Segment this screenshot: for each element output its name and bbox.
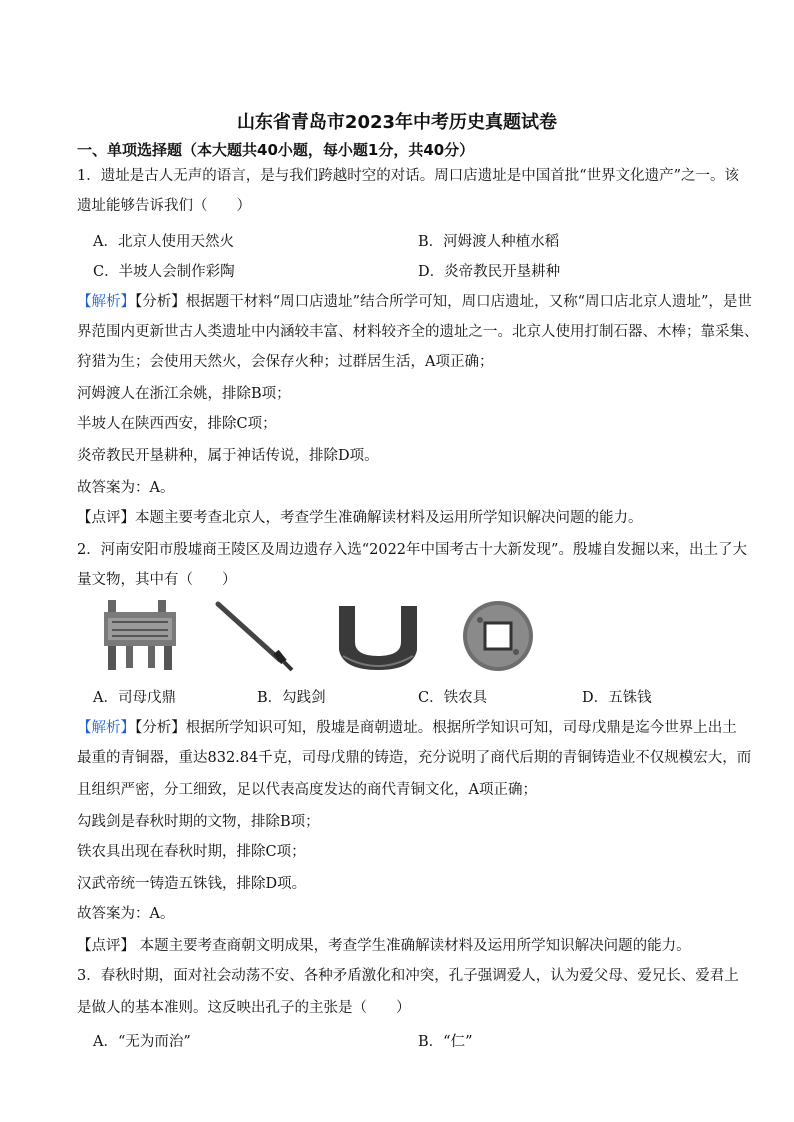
q3-stem-line1: 3．春秋时期，面对社会动荡不安、各种矛盾激化和冲突，孔子强调爱人，认为爱父母、爱兄长、爱君上 <box>77 968 739 984</box>
q1-option-d: D．炎帝教民开垦耕种 <box>418 264 561 280</box>
q2-stem-line1: 2．河南安阳市殷墟商王陵区及周边遗存入选“2022年中国考古十大新发现”。殷墟自发掘以来，出土了大 <box>77 542 747 558</box>
q1-jiexi-label: 【解析】 <box>77 294 135 310</box>
coin-image <box>460 598 536 674</box>
q1-analysis-line1 <box>77 292 752 312</box>
q2-analysis-text1: 【分析】根据所学知识可知，殷墟是商朝遗址。根据所学知识可知，司母戊鼎是迄今世界上出土 <box>135 720 737 736</box>
section-heading: 一、单项选择题（本大题共40小题，每小题1分，共40分） <box>77 141 475 159</box>
q2-option-d: D．五铢钱 <box>582 690 652 706</box>
q2-comment: 【点评】 本题主要考查商朝文明成果，考查学生准确解读材料及运用所学知识解决问题的能力。 <box>77 938 691 954</box>
q2-option-a: A．司母戊鼎 <box>93 690 176 706</box>
q2-analysis-line4: 勾践剑是春秋时期的文物，排除B项； <box>77 814 320 830</box>
q2-answer: 故答案为：A。 <box>77 906 175 922</box>
q1-analysis-line3: 狩猎为生；会使用天然火，会保存火种；过群居生活，A项正确； <box>77 354 494 370</box>
q1-analysis-line6: 炎帝教民开垦耕种，属于神话传说，排除D项。 <box>77 448 379 464</box>
q2-option-c: C．铁农具 <box>418 690 488 706</box>
q2-analysis-line3: 且组织严密，分工细致，足以代表高度发达的商代青铜文化，A项正确； <box>77 782 537 798</box>
q3-stem-line2: 是做人的基本准则。这反映出孔子的主张是（ ） <box>77 1000 411 1016</box>
q3-option-a: A．“无为而治” <box>93 1034 191 1050</box>
page-title: 山东省青岛市2023年中考历史真题试卷 <box>236 112 558 133</box>
q1-option-b: B．河姆渡人种植水稻 <box>418 234 560 250</box>
q2-jiexi-label: 【解析】 <box>77 720 135 736</box>
q2-analysis-line5: 铁农具出现在春秋时期，排除C项； <box>77 844 306 860</box>
sword-image <box>210 600 296 672</box>
ding-image <box>100 600 180 672</box>
q1-stem-line1: 1．遗址是古人无声的语言，是与我们跨越时空的对话。周口店遗址是中国首批“世界文化遗产”之一。该 <box>77 168 740 184</box>
q2-analysis-line2: 最重的青铜器，重达832.84千克，司母戊鼎的铸造，充分说明了商代后期的青铜铸造业不仅规模宏大，而 <box>77 750 752 766</box>
q2-images-row <box>0 596 794 676</box>
q2-analysis-line6: 汉武帝统一铸造五铢钱，排除D项。 <box>77 876 307 892</box>
iron-tool-image <box>333 602 423 672</box>
q1-comment: 【点评】本题主要考查北京人，考查学生准确解读材料及运用所学知识解决问题的能力。 <box>77 510 643 526</box>
q1-analysis-line2: 界范围内更新世古人类遗址中内涵较丰富、材料较齐全的遗址之一。北京人使用打制石器、木棒；靠采集、 <box>77 324 759 340</box>
q1-answer: 故答案为：A。 <box>77 480 175 496</box>
q1-stem-line2: 遗址能够告诉我们（ ） <box>77 198 251 214</box>
q2-stem-line2: 量文物，其中有（ ） <box>77 572 237 588</box>
q1-analysis-text1: 【分析】根据题干材料“周口店遗址”结合所学可知，周口店遗址，又称“周口店北京人遗址”，是世 <box>135 294 752 310</box>
q1-option-a: A．北京人使用天然火 <box>93 234 234 250</box>
q1-analysis-line4: 河姆渡人在浙江余姚，排除B项； <box>77 386 291 402</box>
q2-option-b: B．勾践剑 <box>257 690 326 706</box>
q1-option-c: C．半坡人会制作彩陶 <box>93 264 235 280</box>
q1-analysis-line5: 半坡人在陕西西安，排除C项； <box>77 416 277 432</box>
q2-analysis-line1 <box>77 718 737 738</box>
q3-option-b: B．“仁” <box>418 1034 473 1050</box>
